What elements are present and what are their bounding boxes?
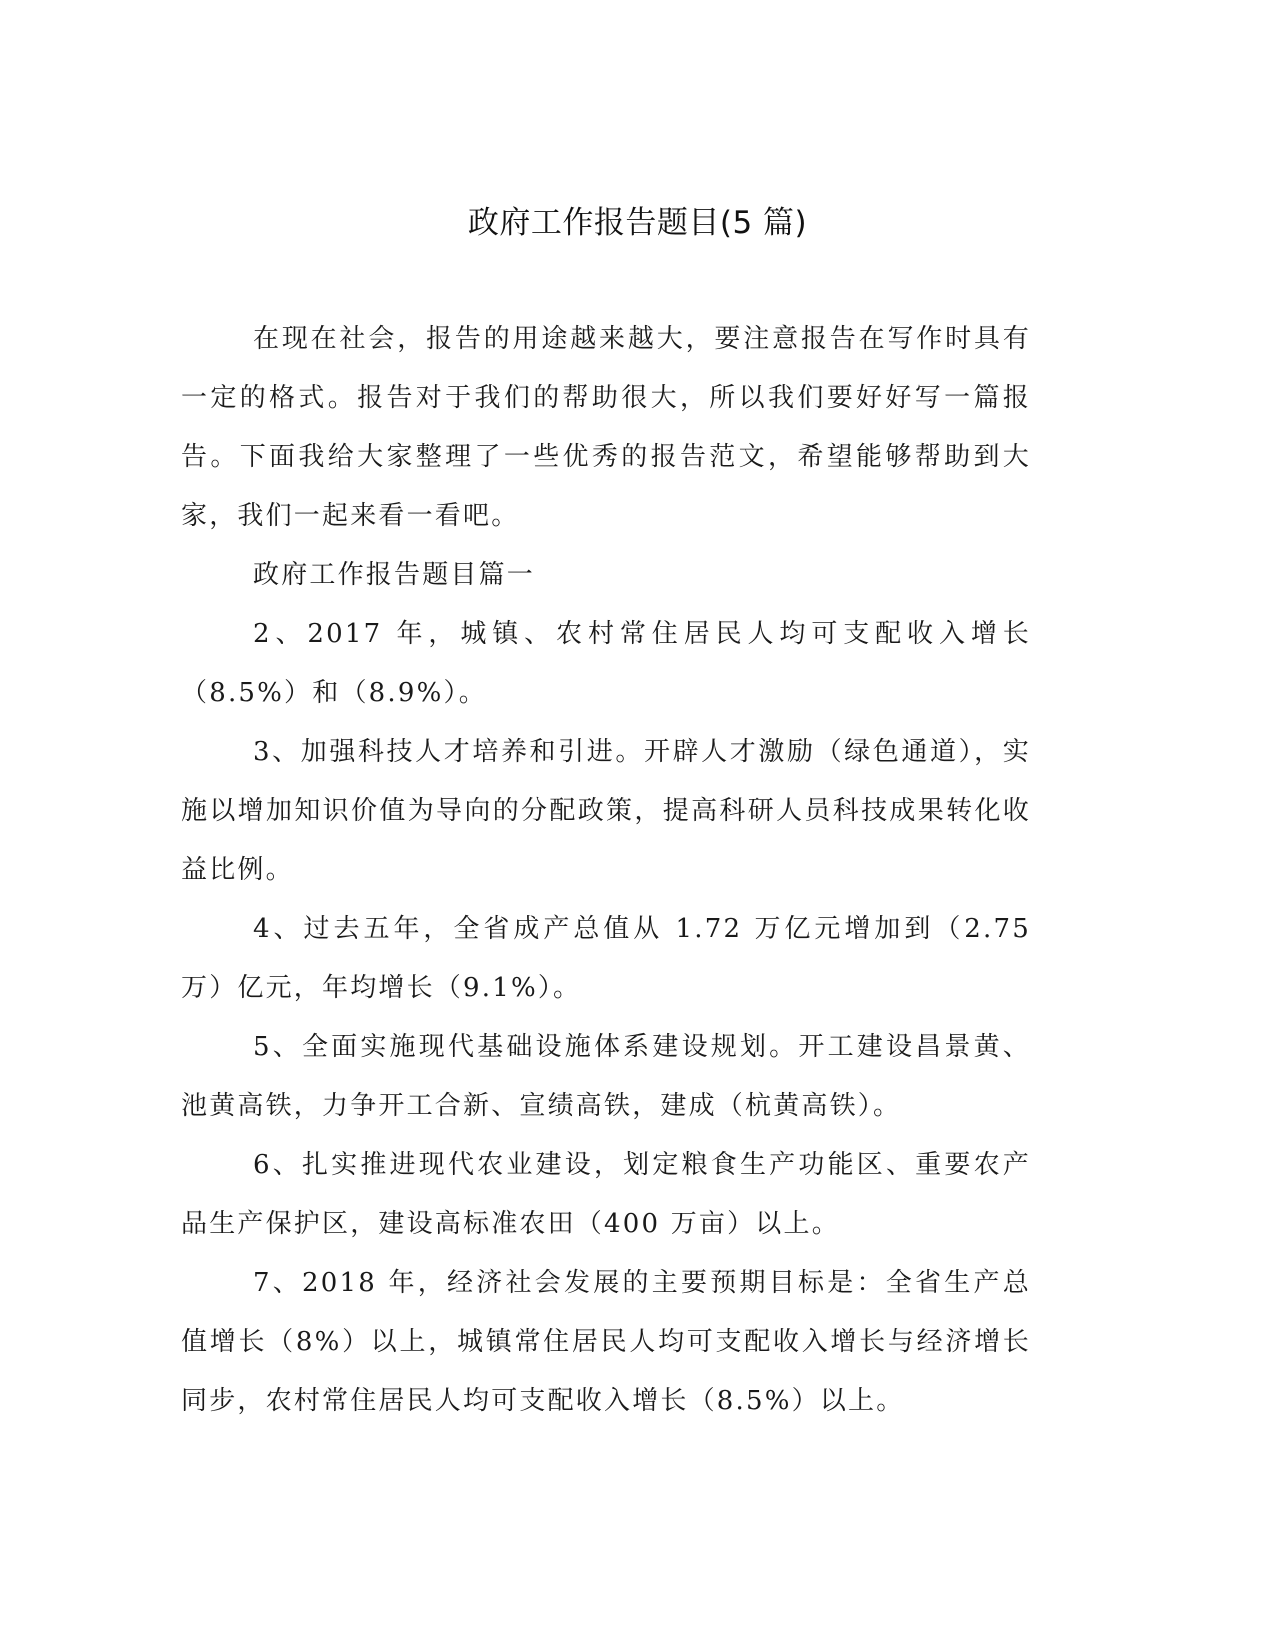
paragraph-item-7: 7、2018 年，经济社会发展的主要预期目标是：全省生产总值增长（8%）以上，城镇常住居民人均可支配收入增长与经济增长同步，农村常住居民人均可支配收入增长（8.5%）以上。 <box>181 1268 1031 1416</box>
section-heading: 政府工作报告题目篇一 <box>253 560 536 590</box>
paragraph-item-5: 5、全面实施现代基础设施体系建设规划。开工建设昌景黄、池黄高铁，力争开工合新、宣绩高铁，建成（杭黄高铁）。 <box>181 1032 1031 1121</box>
intro-paragraph: 在现在社会，报告的用途越来越大，要注意报告在写作时具有一定的格式。报告对于我们的帮助很大，所以我们要好好写一篇报告。下面我给大家整理了一些优秀的报告范文，希望能够帮助到大家，我们一起来看一看吧。 <box>181 324 1031 531</box>
document-title: 政府工作报告题目(5 篇) <box>467 205 808 241</box>
paragraph-item-6: 6、扎实推进现代农业建设，划定粮食生产功能区、重要农产品生产保护区，建设高标准农田（400 万亩）以上。 <box>181 1150 1031 1239</box>
paragraph-item-3: 3、加强科技人才培养和引进。开辟人才激励（绿色通道），实施以增加知识价值为导向的分配政策，提高科研人员科技成果转化收益比例。 <box>181 737 1031 885</box>
document-body <box>181 310 1031 1431</box>
paragraph-item-2: 2、2017 年，城镇、农村常住居民人均可支配收入增长（8.5%）和（8.9%）。 <box>181 619 1031 708</box>
paragraph-item-4: 4、过去五年，全省成产总值从 1.72 万亿元增加到（2.75 万）亿元，年均增长（9.1%）。 <box>181 914 1031 1003</box>
